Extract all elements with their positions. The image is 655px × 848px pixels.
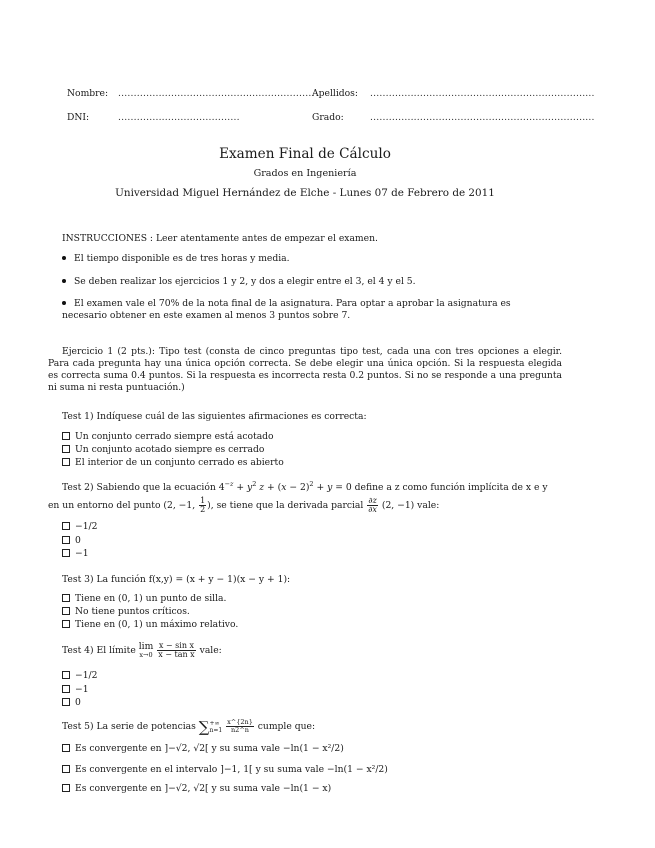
apellidos-field[interactable]: ........................................................................ [370, 88, 595, 99]
test-2-option[interactable]: −1 [62, 548, 89, 559]
test-2-option[interactable]: −1/2 [62, 521, 97, 532]
checkbox-icon[interactable] [62, 549, 70, 557]
test-4-option[interactable]: −1 [62, 684, 89, 695]
checkbox-icon[interactable] [62, 620, 70, 628]
instructions-heading: INSTRUCCIONES : Leer atentamente antes de empezar el examen. [62, 233, 378, 244]
sum-limits: +∞ n=1 [209, 719, 223, 734]
test-3-option[interactable]: Tiene en (0, 1) un máximo relativo. [62, 619, 238, 630]
sum-symbol: ∑ [198, 717, 210, 736]
test-4-option[interactable]: 0 [62, 697, 81, 708]
checkbox-icon[interactable] [62, 536, 70, 544]
test-5-question: Test 5) La serie de potencias ∑ +∞ n=1 $\frac{x\^{}\{2n\}}{n2\^{}n}$ cumple que: [62, 717, 316, 736]
grado-label: Grado: [312, 112, 344, 123]
instruction-item: El examen vale el 70% de la nota final de la asignatura. Para optar a aprobar la asignatura es necesario obtener en este examen al menos 3 puntos sobre 7. [62, 298, 511, 321]
nombre-field[interactable]: ............................................................... [118, 88, 315, 99]
checkbox-icon[interactable] [62, 744, 70, 752]
bullet-icon [62, 256, 66, 260]
test-2-point: (2, −1, $\frac{1}{2}$ ) [163, 496, 211, 514]
dni-label: DNI: [67, 112, 90, 123]
test-2-option[interactable]: 0 [62, 535, 81, 546]
dni-field[interactable]: ....................................... [118, 112, 240, 123]
checkbox-icon[interactable] [62, 607, 70, 615]
exam-subtitle: Grados en Ingeniería [253, 168, 357, 179]
checkbox-icon[interactable] [62, 458, 70, 466]
exam-university: Universidad Miguel Hernández de Elche - Lunes 07 de Febrero de 2011 [115, 187, 495, 199]
test-1-option[interactable]: El interior de un conjunto cerrado es abierto [62, 457, 284, 468]
test-1-option[interactable]: Un conjunto cerrado siempre está acotado [62, 431, 274, 442]
checkbox-icon[interactable] [62, 432, 70, 440]
instruction-item: Se deben realizar los ejercicios 1 y 2, y dos a elegir entre el 3, el 4 y el 5. [62, 276, 416, 287]
checkbox-icon[interactable] [62, 671, 70, 679]
exam-title: Examen Final de Cálculo [219, 146, 391, 162]
checkbox-icon[interactable] [62, 594, 70, 602]
series-term: $\frac{x\^{}\{2n\}}{n2\^{}n}$ [227, 718, 253, 734]
limit-operator: lim x→0 [138, 640, 154, 659]
test-2-question-line2: en un entorno del punto (2, −1, $\frac{1}{2}$ ), se tiene que la derivada parcial $\frac{\partial z}{\partial x}$ (2, −1) vale: [48, 496, 440, 514]
checkbox-icon[interactable] [62, 765, 70, 773]
limit-fraction: $\frac{\text{x − sin x}}{\text{x − tan x}}$ [158, 641, 195, 659]
test-4-question: Test 4) El límite lim x→0 $\frac{\text{x − sin x}}{\text{x − tan x}}$ vale: [62, 640, 222, 659]
test-5-option[interactable]: Es convergente en el intervalo ]−1, 1[ y su suma vale −ln(1 − x²/2) [62, 764, 388, 775]
nombre-label: Nombre: [67, 88, 109, 99]
checkbox-icon[interactable] [62, 685, 70, 693]
bullet-icon [62, 301, 66, 305]
checkbox-icon[interactable] [62, 784, 70, 792]
checkbox-icon[interactable] [62, 522, 70, 530]
test-1-option[interactable]: Un conjunto acotado siempre es cerrado [62, 444, 264, 455]
test-2-equation: $4^{-z} + y^2$ $z + (x - 2)^2 + y = 0$ [218, 480, 352, 493]
checkbox-icon[interactable] [62, 445, 70, 453]
partial-derivative: $\frac{\partial z}{\partial x}$ [368, 496, 377, 514]
test-3-question: Test 3) La función f(x,y) = (x + y − 1)(x − y + 1): [62, 574, 291, 585]
bullet-icon [62, 279, 66, 283]
test-5-option[interactable]: Es convergente en ]−√2, √2[ y su suma vale −ln(1 − x²/2) [62, 743, 344, 754]
test-1-question: Test 1) Indíquese cuál de las siguientes afirmaciones es correcta: [62, 411, 367, 422]
test-3-option[interactable]: Tiene en (0, 1) un punto de silla. [62, 593, 226, 604]
grado-field[interactable]: ........................................................................ [370, 112, 595, 123]
apellidos-label: Apellidos: [312, 88, 358, 99]
test-3-option[interactable]: No tiene puntos críticos. [62, 606, 190, 617]
test-5-option[interactable]: Es convergente en ]−√2, √2[ y su suma vale −ln(1 − x) [62, 783, 331, 794]
test-2-question-line1: Test 2) Sabiendo que la ecuación $4^{-z} + y^2$ $z + (x - 2)^2 + y = 0$ define a z como función implícita de x e y [62, 480, 548, 493]
instruction-item: El tiempo disponible es de tres horas y media. [62, 253, 290, 264]
checkbox-icon[interactable] [62, 698, 70, 706]
test-4-option[interactable]: −1/2 [62, 670, 97, 681]
ejercicio-1-text: Ejercicio 1 (2 pts.): Tipo test (consta de cinco preguntas tipo test, cada una con tres opciones a elegir. Para cada pregunta hay una única opción correcta. Se debe elegir una única opción. Si la respuesta elegida es correcta suma 0.4 puntos. Si la respuesta es incorrecta resta 0.2 puntos. Si no se responde a una pregunta ni suma ni resta puntuación.) [48, 346, 562, 393]
